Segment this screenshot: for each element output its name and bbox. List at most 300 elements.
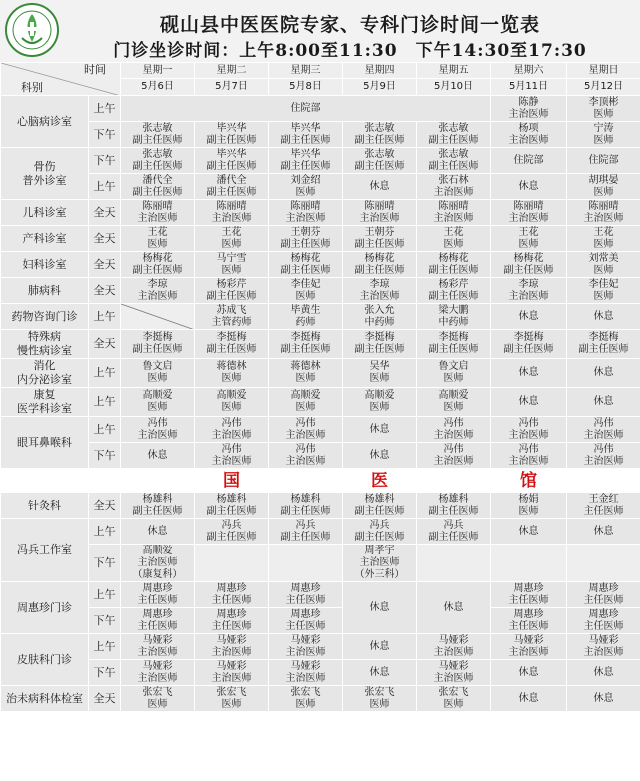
cell-line: 杨娟 — [518, 493, 539, 505]
cell-line: 主治医师 — [433, 646, 474, 658]
cell-line: 高顺爱 — [364, 390, 395, 401]
period-cell: 上午 — [89, 388, 121, 417]
schedule-cell — [195, 493, 269, 519]
schedule-cell — [491, 545, 567, 582]
cell-line: 休息 — [593, 525, 614, 537]
header — [0, 0, 640, 62]
date-header: 5月7日 — [195, 79, 269, 96]
period-cell: 上午 — [89, 304, 121, 330]
cell-line: 主治医师 — [583, 455, 624, 467]
cell-line: 医师 — [147, 402, 168, 413]
table-row — [1, 122, 640, 148]
department-cell — [1, 359, 89, 388]
schedule-cell — [195, 330, 269, 359]
cell-line: 主管药师 — [211, 316, 252, 328]
schedule-cell — [417, 545, 491, 582]
cell-line: 冯兵工作室 — [17, 543, 72, 556]
schedule-cell — [491, 493, 567, 519]
schedule-cell — [491, 278, 567, 304]
schedule-cell — [121, 660, 195, 686]
cell-line: 主治医师 — [359, 557, 400, 568]
period-cell: 全天 — [89, 686, 121, 712]
cell-line: 医师 — [295, 290, 316, 302]
department-cell — [1, 226, 89, 252]
cell-line: 住院部 — [290, 102, 321, 114]
cell-line: 冯伟 — [295, 443, 316, 455]
schedule-cell — [121, 417, 195, 443]
period-cell: 下午 — [89, 148, 121, 174]
date-header: 5月8日 — [269, 79, 343, 96]
table-row — [1, 278, 640, 304]
cell-line: 副主任医师 — [428, 290, 479, 302]
hospital-logo-icon — [4, 2, 60, 58]
hospital-char: 医 — [343, 469, 417, 493]
cell-line: 副主任医师 — [428, 134, 479, 146]
schedule-cell — [417, 359, 491, 388]
cell-line: 主任医师 — [583, 505, 624, 517]
cell-line: 医师 — [147, 238, 168, 250]
cell-line: 妇科诊室 — [22, 257, 67, 271]
table-row — [1, 304, 640, 330]
corner-time-label: 时间 — [84, 63, 106, 76]
schedule-cell — [567, 122, 640, 148]
schedule-cell — [491, 174, 567, 200]
cell-line: （康复科） — [132, 569, 183, 580]
cell-line: 肺病科 — [28, 283, 61, 297]
schedule-cell — [195, 174, 269, 200]
cell-line: 周惠珍 — [513, 608, 544, 620]
schedule-cell — [269, 608, 343, 634]
schedule-cell — [343, 200, 417, 226]
cell-line: 陈丽晴 — [438, 200, 469, 212]
cell-line: 张志敏 — [142, 148, 173, 160]
period-cell: 全天 — [89, 493, 121, 519]
cell-line: 王花 — [593, 226, 614, 238]
cell-line: 马娅彩 — [588, 634, 619, 646]
schedule-cell — [567, 417, 640, 443]
schedule-cell — [491, 359, 567, 388]
schedule-cell — [121, 582, 195, 608]
schedule-cell — [121, 122, 195, 148]
table-row — [1, 174, 640, 200]
table-row — [1, 330, 640, 359]
schedule-cell — [417, 582, 491, 634]
schedule-cell — [121, 686, 195, 712]
cell-line: 主治医师 — [508, 108, 549, 120]
department-cell — [1, 686, 89, 712]
cell-line: 梁大鹏 — [438, 304, 469, 316]
cell-line: 皮肤科门诊 — [17, 652, 72, 666]
schedule-cell — [195, 388, 269, 417]
schedule-cell — [491, 519, 567, 545]
schedule-cell — [269, 122, 343, 148]
schedule-cell — [567, 200, 640, 226]
cell-line: 张石林 — [438, 174, 469, 186]
cell-line: 特殊病 — [28, 330, 61, 343]
schedule-cell — [195, 686, 269, 712]
cell-line: 毕兴华 — [216, 148, 247, 160]
period-cell: 下午 — [89, 660, 121, 686]
cell-line: 普外诊室 — [22, 173, 67, 187]
cell-line: 主任医师 — [583, 594, 624, 606]
cell-line: 医师 — [221, 238, 242, 250]
schedule-cell — [491, 582, 567, 608]
cell-line: 副主任医师 — [354, 264, 405, 276]
cell-line: 马娅彩 — [142, 660, 173, 672]
cell-line: 主治医师 — [137, 557, 178, 568]
cell-line: 休息 — [518, 666, 539, 678]
schedule-cell — [567, 388, 640, 417]
cell-line: 陈丽晴 — [364, 200, 395, 212]
department-cell — [1, 252, 89, 278]
cell-line: 王花 — [147, 226, 168, 238]
cell-line: 潘代全 — [216, 174, 247, 186]
cell-line: 张宏飞 — [438, 686, 469, 698]
schedule-cell — [567, 686, 640, 712]
day-header: 星期六 — [491, 63, 567, 79]
cell-line: 中药师 — [438, 316, 469, 328]
schedule-cell — [417, 226, 491, 252]
cell-line: 周惠珍 — [588, 608, 619, 620]
cell-line: 休息 — [593, 666, 614, 678]
period-cell: 全天 — [89, 278, 121, 304]
schedule-cell — [491, 200, 567, 226]
cell-line: 主治医师 — [285, 672, 326, 684]
cell-line: 李挺梅 — [142, 332, 173, 343]
table-row — [1, 148, 640, 174]
cell-line: 副主任医师 — [280, 134, 331, 146]
cell-line: 李顶彬 — [588, 96, 619, 108]
table-row — [1, 359, 640, 388]
schedule-cell — [567, 545, 640, 582]
cell-line: 副主任医师 — [280, 505, 331, 517]
cell-line: 冯伟 — [295, 417, 316, 429]
cell-line: 杨雄科 — [438, 493, 469, 505]
cell-line: 副主任医师 — [428, 264, 479, 276]
cell-line: 医师 — [443, 373, 464, 384]
day-header: 星期日 — [567, 63, 640, 79]
cell-line: 休息 — [147, 449, 168, 461]
cell-line: 主治医师 — [583, 429, 624, 441]
department-cell — [1, 278, 89, 304]
cell-line: 副主任医师 — [354, 238, 405, 250]
schedule-cell — [491, 252, 567, 278]
schedule-cell — [491, 148, 567, 174]
schedule-cell — [491, 330, 567, 359]
cell-line: 主治医师 — [508, 134, 549, 146]
department-cell — [1, 417, 89, 469]
schedule-cell — [195, 122, 269, 148]
cell-line: 医师 — [221, 402, 242, 413]
schedule-cell — [417, 122, 491, 148]
cell-line: 副主任医师 — [206, 290, 257, 302]
cell-line: 副主任医师 — [132, 186, 183, 198]
schedule-cell — [195, 304, 269, 330]
cell-line: 消化 — [33, 359, 56, 372]
cell-line: 主治医师 — [508, 290, 549, 302]
schedule-cell — [491, 388, 567, 417]
cell-line: 副主任医师 — [132, 264, 183, 276]
table-row — [1, 608, 640, 634]
cell-line: 李挺梅 — [290, 332, 321, 343]
schedule-cell — [195, 148, 269, 174]
cell-line: 副主任医师 — [132, 134, 183, 146]
period-cell: 上午 — [89, 634, 121, 660]
cell-line: 副主任医师 — [206, 186, 257, 198]
cell-line: 副主任医师 — [428, 531, 479, 543]
schedule-cell — [567, 359, 640, 388]
schedule-cell — [491, 96, 567, 122]
cell-line: 蒋德林 — [290, 361, 321, 372]
cell-line: 张宏飞 — [142, 686, 173, 698]
cell-line: 高顺爱 — [290, 390, 321, 401]
cell-line: 冯兵 — [369, 519, 390, 531]
cell-line: 杨雄科 — [364, 493, 395, 505]
cell-line: 高顺爱 — [142, 390, 173, 401]
hospital-char: 国 — [195, 469, 269, 493]
schedule-cell — [417, 686, 491, 712]
cell-line: （外三科） — [354, 569, 405, 580]
schedule-cell — [121, 545, 195, 582]
cell-line: 休息 — [593, 692, 614, 704]
cell-line: 医师 — [147, 373, 168, 384]
date-header: 5月10日 — [417, 79, 491, 96]
cell-line: 主任医师 — [285, 620, 326, 632]
cell-line: 主治医师 — [359, 212, 400, 224]
cell-line: 周惠珍 — [513, 582, 544, 594]
schedule-cell — [269, 304, 343, 330]
hospital-char: 馆 — [491, 469, 567, 493]
cell-line: 杨梅花 — [438, 252, 469, 264]
cell-line: 冯兵 — [295, 519, 316, 531]
cell-line: 马娅彩 — [290, 660, 321, 672]
schedule-cell — [195, 359, 269, 388]
schedule-cell — [269, 148, 343, 174]
schedule-cell — [121, 148, 195, 174]
schedule-cell — [195, 200, 269, 226]
cell-line: 主治医师 — [211, 212, 252, 224]
cell-line: 李挺梅 — [438, 332, 469, 343]
cell-line: 陈丽晴 — [513, 200, 544, 212]
corner-cell — [1, 63, 121, 96]
cell-line: 休息 — [369, 423, 390, 435]
cell-line: 陈丽晴 — [290, 200, 321, 212]
cell-line: 主治医师 — [137, 429, 178, 441]
department-cell — [1, 200, 89, 226]
cell-line: 杨雄科 — [142, 493, 173, 505]
cell-line: 医师 — [593, 108, 614, 120]
cell-line: 医师 — [443, 402, 464, 413]
cell-line: 鲁文启 — [438, 361, 469, 372]
schedule-cell — [417, 493, 491, 519]
schedule-cell — [195, 582, 269, 608]
cell-line: 医师 — [369, 698, 390, 710]
cell-line: 冯兵 — [443, 519, 464, 531]
cell-line: 冯伟 — [443, 417, 464, 429]
cell-line: 周惠珍 — [142, 582, 173, 594]
cell-line: 李佳妃 — [588, 278, 619, 290]
cell-line: 杨梅花 — [290, 252, 321, 264]
schedule-cell — [343, 417, 417, 443]
table-row — [1, 660, 640, 686]
schedule-cell — [269, 417, 343, 443]
empty-diagonal-cell — [121, 304, 195, 330]
cell-line: 杨梅花 — [142, 252, 173, 264]
cell-line: 医师 — [593, 134, 614, 146]
schedule-cell — [567, 493, 640, 519]
table-row — [1, 417, 640, 443]
cell-line: 主任医师 — [508, 620, 549, 632]
cell-line: 主治医师 — [285, 212, 326, 224]
period-cell: 上午 — [89, 519, 121, 545]
cell-line: 治未病科体检室 — [6, 691, 83, 705]
cell-line: 医师 — [295, 402, 316, 413]
cell-line: 张入允 — [364, 304, 395, 316]
cell-line: 医师 — [221, 698, 242, 710]
schedule-cell — [121, 443, 195, 469]
schedule-cell — [269, 443, 343, 469]
cell-line: 马娅彩 — [216, 634, 247, 646]
table-row — [1, 443, 640, 469]
cell-line: 医师 — [295, 698, 316, 710]
cell-line: 杨梅花 — [364, 252, 395, 264]
cell-line: 宁涛 — [593, 122, 614, 134]
cell-line: 药师 — [295, 316, 316, 328]
schedule-cell — [417, 148, 491, 174]
cell-line: 冯伟 — [221, 443, 242, 455]
cell-line: 内分泌诊室 — [17, 373, 72, 386]
cell-line: 副主任医师 — [428, 505, 479, 517]
cell-line: 休息 — [369, 640, 390, 652]
cell-line: 杨彩芹 — [216, 278, 247, 290]
schedule-cell — [567, 252, 640, 278]
cell-line: 陈丽晴 — [216, 200, 247, 212]
cell-line: 李佳妃 — [290, 278, 321, 290]
schedule-cell — [567, 519, 640, 545]
spacer-cell — [567, 469, 640, 493]
cell-line: 主治医师 — [211, 429, 252, 441]
cell-line: 张志敏 — [364, 148, 395, 160]
cell-line: 休息 — [518, 525, 539, 537]
period-cell: 上午 — [89, 96, 121, 122]
schedule-cell — [121, 278, 195, 304]
cell-line: 主治医师 — [508, 646, 549, 658]
header-row-days — [1, 63, 640, 79]
cell-line: 医师 — [593, 290, 614, 302]
cell-line: 主治医师 — [508, 212, 549, 224]
schedule-cell — [343, 388, 417, 417]
cell-line: 高顺爱 — [216, 390, 247, 401]
cell-line: 陈静 — [518, 96, 539, 108]
cell-line: 医师 — [518, 238, 539, 250]
cell-line: 杨彩芹 — [438, 278, 469, 290]
cell-line: 副主任医师 — [503, 344, 554, 355]
schedule-cell — [269, 686, 343, 712]
cell-line: 副主任医师 — [206, 505, 257, 517]
cell-line: 陈丽晴 — [588, 200, 619, 212]
table-row — [1, 686, 640, 712]
schedule-cell — [417, 443, 491, 469]
cell-line: 住院部 — [513, 154, 544, 166]
cell-line: 副主任医师 — [354, 160, 405, 172]
cell-line: 苏成飞 — [216, 304, 247, 316]
cell-line: 马娅彩 — [438, 660, 469, 672]
schedule-cell — [343, 278, 417, 304]
cell-line: 主治医师 — [211, 672, 252, 684]
schedule-cell — [417, 660, 491, 686]
cell-line: 副主任医师 — [280, 238, 331, 250]
day-header: 星期一 — [121, 63, 195, 79]
schedule-cell — [195, 519, 269, 545]
schedule-cell — [567, 443, 640, 469]
cell-line: 主治医师 — [285, 455, 326, 467]
cell-line: 李琼 — [369, 278, 390, 290]
cell-line: 休息 — [443, 601, 464, 613]
spacer-cell — [269, 469, 343, 493]
cell-line: 张宏飞 — [364, 686, 395, 698]
cell-line: 主治医师 — [508, 429, 549, 441]
cell-line: 主治医师 — [211, 455, 252, 467]
department-cell — [1, 493, 89, 519]
period-cell: 下午 — [89, 122, 121, 148]
cell-line: 主治医师 — [583, 212, 624, 224]
schedule-cell — [195, 608, 269, 634]
cell-line: 主治医师 — [285, 646, 326, 658]
schedule-cell — [567, 96, 640, 122]
cell-line: 主任医师 — [137, 594, 178, 606]
cell-line: 冯伟 — [593, 443, 614, 455]
schedule-cell — [567, 304, 640, 330]
schedule-cell — [567, 148, 640, 174]
cell-line: 高顺爱 — [142, 545, 173, 556]
schedule-cell — [491, 686, 567, 712]
schedule-cell — [343, 545, 417, 582]
cell-line: 副主任医师 — [206, 531, 257, 543]
cell-line: 医师 — [221, 373, 242, 384]
department-cell — [1, 330, 89, 359]
schedule-cell — [269, 174, 343, 200]
cell-line: 休息 — [369, 601, 390, 613]
cell-line: 药物咨询门诊 — [11, 309, 78, 323]
table-row — [1, 493, 640, 519]
cell-diagonal — [121, 304, 195, 330]
cell-line: 张宏飞 — [290, 686, 321, 698]
schedule-cell — [343, 359, 417, 388]
cell-line: 冯伟 — [518, 417, 539, 429]
cell-line: 副主任医师 — [206, 344, 257, 355]
cell-line: 副主任医师 — [280, 531, 331, 543]
schedule-cell — [343, 582, 417, 634]
schedule-cell — [269, 252, 343, 278]
schedule-cell — [269, 359, 343, 388]
cell-line: 副主任医师 — [354, 344, 405, 355]
cell-line: 医师 — [295, 373, 316, 384]
cell-line: 蒋德林 — [216, 361, 247, 372]
cell-line: 医师 — [369, 402, 390, 413]
date-header: 5月11日 — [491, 79, 567, 96]
schedule-cell — [417, 388, 491, 417]
cell-line: 主治医师 — [433, 429, 474, 441]
cell-line: 医师 — [518, 505, 539, 517]
cell-line: 周孝宇 — [364, 545, 395, 556]
schedule-cell — [121, 608, 195, 634]
cell-line: 马娅彩 — [142, 634, 173, 646]
cell-line: 休息 — [147, 525, 168, 537]
cell-line: 李挺梅 — [588, 332, 619, 343]
cell-line: 主治医师 — [433, 186, 474, 198]
cell-line: 副主任医师 — [578, 344, 629, 355]
cell-line: 副主任医师 — [428, 344, 479, 355]
